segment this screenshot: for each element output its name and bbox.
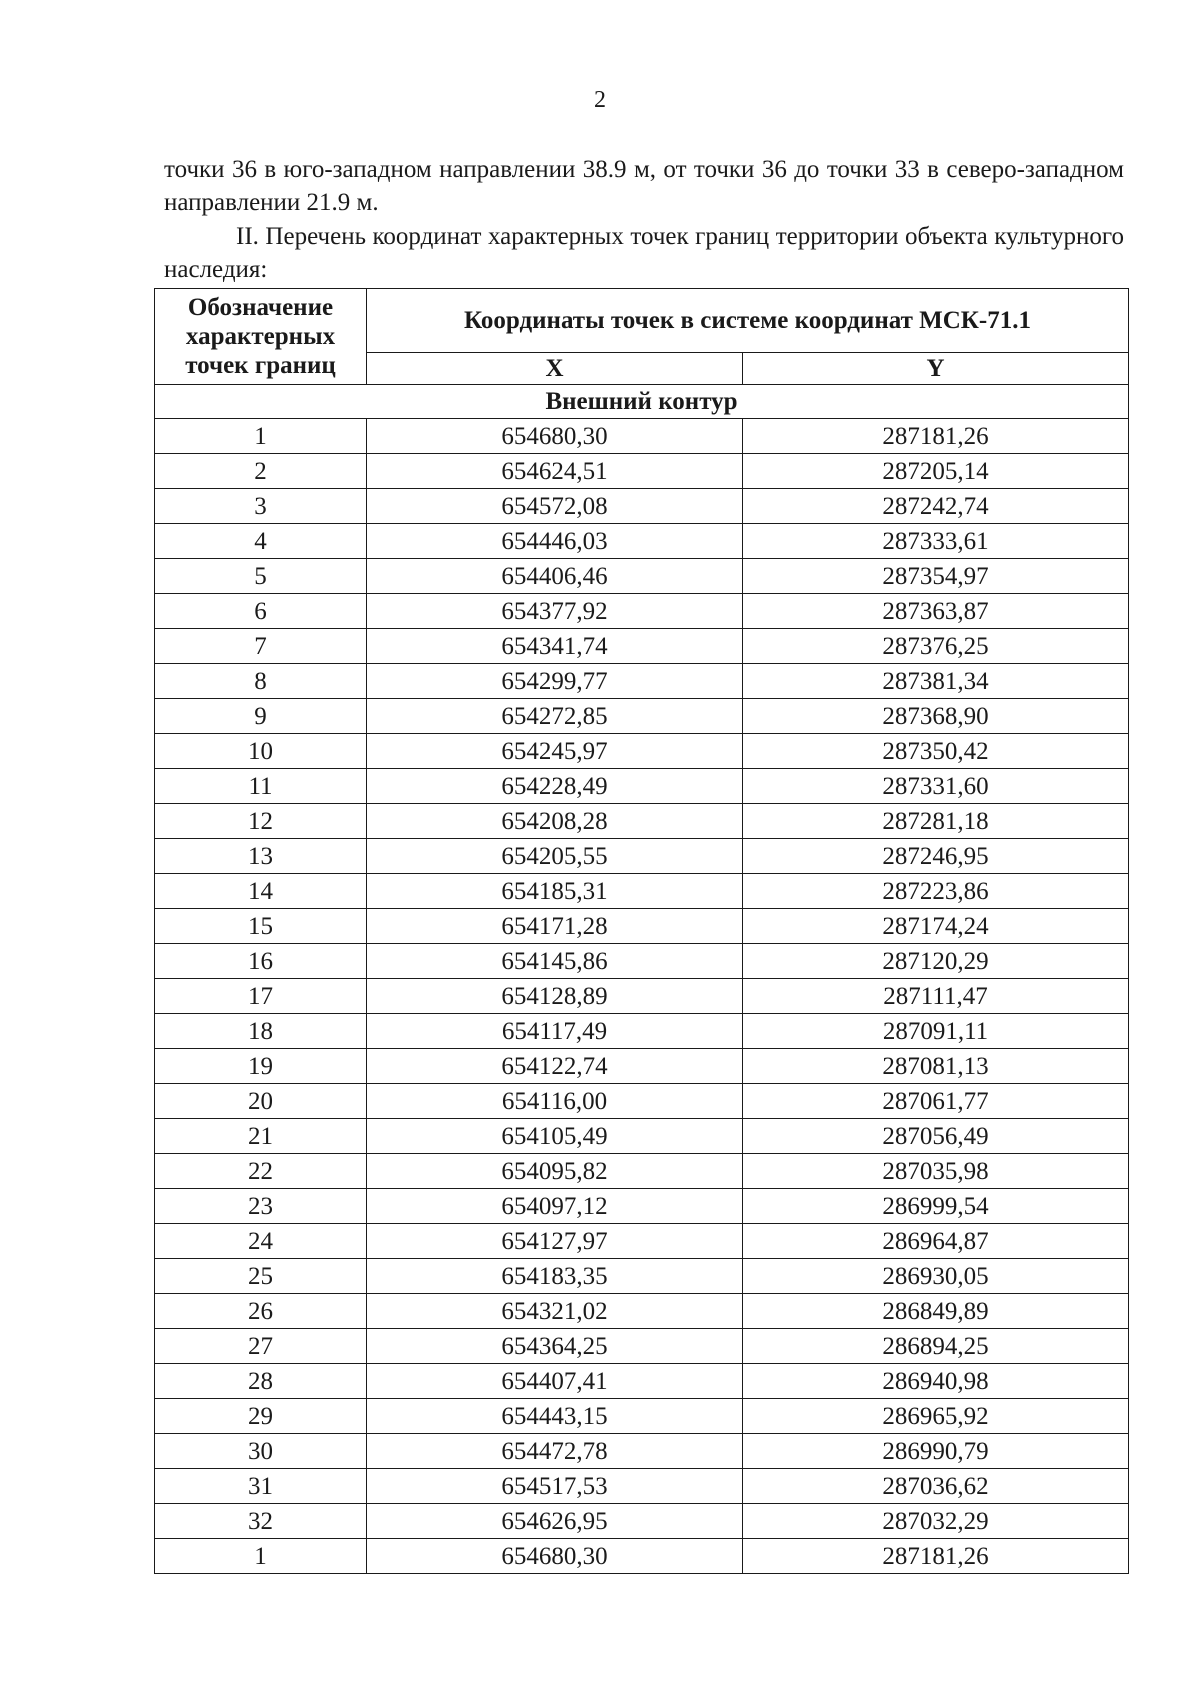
cell-point: 4 — [155, 524, 367, 559]
cell-point: 22 — [155, 1154, 367, 1189]
table-row — [155, 769, 1129, 804]
cell-y: 287354,97 — [743, 559, 1129, 594]
header-y: Y — [743, 353, 1129, 385]
table-row — [155, 1469, 1129, 1504]
cell-x: 654406,46 — [367, 559, 743, 594]
cell-point: 24 — [155, 1224, 367, 1259]
cell-x: 654122,74 — [367, 1049, 743, 1084]
cell-y: 286999,54 — [743, 1189, 1129, 1224]
cell-x: 654245,97 — [367, 734, 743, 769]
table-row — [155, 1189, 1129, 1224]
cell-y: 287032,29 — [743, 1504, 1129, 1539]
table-row — [155, 734, 1129, 769]
cell-x: 654321,02 — [367, 1294, 743, 1329]
table-row — [155, 1049, 1129, 1084]
cell-point: 7 — [155, 629, 367, 664]
cell-y: 287242,74 — [743, 489, 1129, 524]
cell-x: 654116,00 — [367, 1084, 743, 1119]
cell-point: 15 — [155, 909, 367, 944]
cell-y: 287111,47 — [743, 979, 1129, 1014]
cell-y: 287223,86 — [743, 874, 1129, 909]
cell-y: 286930,05 — [743, 1259, 1129, 1294]
cell-x: 654364,25 — [367, 1329, 743, 1364]
cell-y: 287376,25 — [743, 629, 1129, 664]
cell-y: 287381,34 — [743, 664, 1129, 699]
cell-y: 287181,26 — [743, 419, 1129, 454]
table-row — [155, 804, 1129, 839]
cell-y: 287174,24 — [743, 909, 1129, 944]
table-row — [155, 1224, 1129, 1259]
cell-x: 654341,74 — [367, 629, 743, 664]
cell-y: 286894,25 — [743, 1329, 1129, 1364]
table-row — [155, 419, 1129, 454]
table-row — [155, 1119, 1129, 1154]
table-row — [155, 874, 1129, 909]
table-row — [155, 1434, 1129, 1469]
cell-x: 654443,15 — [367, 1399, 743, 1434]
cell-y: 287333,61 — [743, 524, 1129, 559]
cell-x: 654208,28 — [367, 804, 743, 839]
cell-y: 286849,89 — [743, 1294, 1129, 1329]
cell-point: 1 — [155, 419, 367, 454]
cell-y: 287368,90 — [743, 699, 1129, 734]
cell-y: 287246,95 — [743, 839, 1129, 874]
table-row — [155, 909, 1129, 944]
table-row — [155, 1399, 1129, 1434]
cell-point: 1 — [155, 1539, 367, 1574]
cell-x: 654299,77 — [367, 664, 743, 699]
cell-x: 654171,28 — [367, 909, 743, 944]
table-body — [155, 385, 1129, 1574]
cell-point: 28 — [155, 1364, 367, 1399]
cell-y: 287205,14 — [743, 454, 1129, 489]
cell-point: 23 — [155, 1189, 367, 1224]
cell-y: 286965,92 — [743, 1399, 1129, 1434]
table-row — [155, 699, 1129, 734]
cell-point: 30 — [155, 1434, 367, 1469]
cell-point: 11 — [155, 769, 367, 804]
cell-x: 654680,30 — [367, 419, 743, 454]
cell-x: 654472,78 — [367, 1434, 743, 1469]
cell-x: 654117,49 — [367, 1014, 743, 1049]
cell-point: 18 — [155, 1014, 367, 1049]
table-row — [155, 1259, 1129, 1294]
cell-y: 286964,87 — [743, 1224, 1129, 1259]
continuation-paragraph: точки 36 в юго-западном направлении 38.9 м, от точки 36 до точки 33 в северо-западном направлении 21.9 м. — [164, 156, 1124, 216]
table-row — [155, 489, 1129, 524]
table-row — [155, 524, 1129, 559]
cell-x: 654680,30 — [367, 1539, 743, 1574]
section-row — [155, 385, 1129, 419]
list-heading-paragraph: II. Перечень координат характерных точек границ территории объекта культурного наследия: — [164, 223, 1124, 283]
table-row — [155, 839, 1129, 874]
table-row — [155, 1364, 1129, 1399]
cell-x: 654145,86 — [367, 944, 743, 979]
cell-point: 8 — [155, 664, 367, 699]
table-row — [155, 629, 1129, 664]
cell-point: 3 — [155, 489, 367, 524]
cell-point: 31 — [155, 1469, 367, 1504]
cell-y: 287181,26 — [743, 1539, 1129, 1574]
table-row — [155, 1294, 1129, 1329]
cell-x: 654624,51 — [367, 454, 743, 489]
cell-point: 32 — [155, 1504, 367, 1539]
cell-x: 654128,89 — [367, 979, 743, 1014]
table-row — [155, 559, 1129, 594]
cell-y: 286990,79 — [743, 1434, 1129, 1469]
table-row — [155, 594, 1129, 629]
cell-point: 19 — [155, 1049, 367, 1084]
header-designation: Обозначение характерных точек границ — [155, 289, 367, 385]
cell-x: 654407,41 — [367, 1364, 743, 1399]
cell-point: 20 — [155, 1084, 367, 1119]
table-row — [155, 1014, 1129, 1049]
cell-x: 654205,55 — [367, 839, 743, 874]
cell-x: 654185,31 — [367, 874, 743, 909]
cell-x: 654377,92 — [367, 594, 743, 629]
cell-y: 287091,11 — [743, 1014, 1129, 1049]
coordinates-table — [154, 288, 1129, 1574]
cell-point: 5 — [155, 559, 367, 594]
table-row — [155, 944, 1129, 979]
table-row — [155, 1504, 1129, 1539]
table-row — [155, 979, 1129, 1014]
table-row — [155, 1329, 1129, 1364]
cell-x: 654105,49 — [367, 1119, 743, 1154]
table-row — [155, 1154, 1129, 1189]
cell-point: 25 — [155, 1259, 367, 1294]
table-row — [155, 1539, 1129, 1574]
cell-x: 654446,03 — [367, 524, 743, 559]
table-row — [155, 454, 1129, 489]
cell-y: 287120,29 — [743, 944, 1129, 979]
cell-point: 17 — [155, 979, 367, 1014]
cell-point: 12 — [155, 804, 367, 839]
cell-x: 654572,08 — [367, 489, 743, 524]
section-title: Внешний контур — [155, 385, 1129, 419]
cell-y: 287056,49 — [743, 1119, 1129, 1154]
cell-x: 654097,12 — [367, 1189, 743, 1224]
cell-point: 16 — [155, 944, 367, 979]
cell-point: 2 — [155, 454, 367, 489]
cell-y: 287350,42 — [743, 734, 1129, 769]
cell-point: 6 — [155, 594, 367, 629]
cell-point: 10 — [155, 734, 367, 769]
cell-y: 287061,77 — [743, 1084, 1129, 1119]
cell-x: 654517,53 — [367, 1469, 743, 1504]
cell-point: 13 — [155, 839, 367, 874]
table-row — [155, 664, 1129, 699]
cell-y: 286940,98 — [743, 1364, 1129, 1399]
cell-point: 9 — [155, 699, 367, 734]
cell-x: 654095,82 — [367, 1154, 743, 1189]
cell-x: 654183,35 — [367, 1259, 743, 1294]
header-coordinates: Координаты точек в системе координат МСК-71.1 — [367, 289, 1129, 353]
cell-y: 287281,18 — [743, 804, 1129, 839]
cell-y: 287363,87 — [743, 594, 1129, 629]
cell-x: 654228,49 — [367, 769, 743, 804]
cell-point: 14 — [155, 874, 367, 909]
cell-y: 287035,98 — [743, 1154, 1129, 1189]
cell-point: 21 — [155, 1119, 367, 1154]
cell-point: 27 — [155, 1329, 367, 1364]
cell-point: 29 — [155, 1399, 367, 1434]
header-x: X — [367, 353, 743, 385]
cell-x: 654127,97 — [367, 1224, 743, 1259]
cell-x: 654272,85 — [367, 699, 743, 734]
cell-x: 654626,95 — [367, 1504, 743, 1539]
page-number: 2 — [594, 87, 606, 113]
cell-y: 287331,60 — [743, 769, 1129, 804]
cell-y: 287036,62 — [743, 1469, 1129, 1504]
cell-point: 26 — [155, 1294, 367, 1329]
cell-y: 287081,13 — [743, 1049, 1129, 1084]
table-row — [155, 1084, 1129, 1119]
